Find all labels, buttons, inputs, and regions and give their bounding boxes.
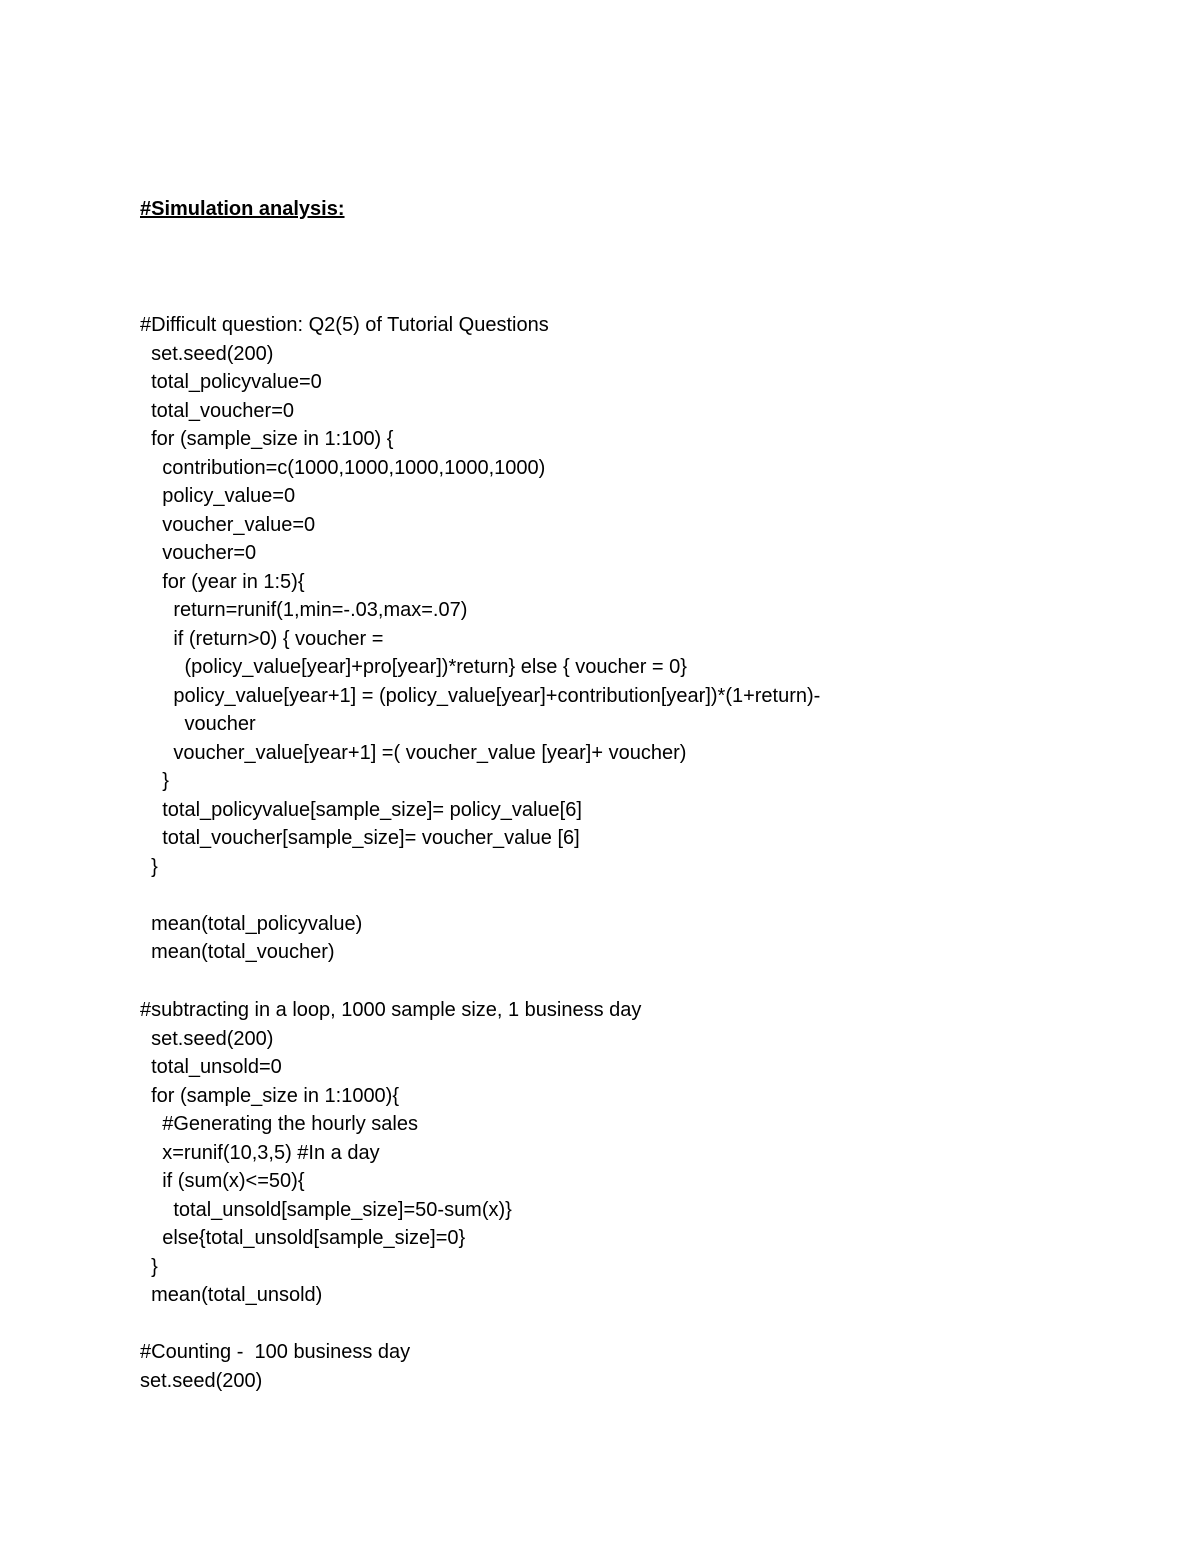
code-line: total_voucher=0 [140, 399, 294, 422]
code-line: (policy_value[year]+pro[year])*return} else { voucher = 0} [140, 656, 687, 678]
code-line: voucher_value[year+1] =( voucher_value [year]+ voucher) [140, 741, 687, 764]
code-line: return=runif(1,min=-.03,max=.07) [140, 599, 468, 621]
code-line: set.seed(200) [140, 1369, 263, 1392]
code-line: set.seed(200) [140, 1027, 274, 1050]
code-block-counting [140, 1338, 410, 1395]
code-line: } [140, 1255, 158, 1278]
code-line: if (return>0) { voucher = [140, 627, 384, 650]
code-line: #Counting - 100 business day [140, 1341, 411, 1363]
code-block-simulation-question [140, 311, 820, 967]
code-line: set.seed(200) [140, 342, 274, 365]
code-line: for (sample_size in 1:100) { [140, 428, 394, 450]
code-line: #Difficult question: Q2(5) of Tutorial Questions [140, 314, 549, 336]
code-line: mean(total_unsold) [140, 1284, 323, 1306]
code-line: total_unsold[sample_size]=50-sum(x)} [140, 1198, 512, 1221]
code-line: x=runif(10,3,5) #In a day [140, 1141, 380, 1164]
code-block-subtracting-loop [140, 996, 641, 1310]
code-line: mean(total_voucher) [140, 941, 335, 963]
code-line: for (year in 1:5){ [140, 570, 305, 593]
code-line: total_unsold=0 [140, 1056, 282, 1078]
code-line: else{total_unsold[sample_size]=0} [140, 1227, 466, 1249]
code-line: total_policyvalue[sample_size]= policy_value[6] [140, 798, 582, 821]
code-line: voucher_value=0 [140, 513, 316, 536]
code-line: voucher [140, 713, 256, 735]
section-heading: #Simulation analysis: [140, 198, 345, 220]
code-line: } [140, 855, 158, 878]
code-line: policy_value=0 [140, 485, 296, 507]
code-line: #Generating the hourly sales [140, 1113, 418, 1135]
code-line: total_voucher[sample_size]= voucher_value [6] [140, 827, 580, 849]
code-line: policy_value[year+1] = (policy_value[year]+contribution[year])*(1+return)- [140, 684, 821, 707]
code-line: #subtracting in a loop, 1000 sample size, 1 business day [140, 999, 642, 1021]
code-line: contribution=c(1000,1000,1000,1000,1000) [140, 456, 546, 479]
code-line: total_policyvalue=0 [140, 371, 322, 393]
code-line [140, 881, 820, 910]
code-line: voucher=0 [140, 542, 257, 564]
code-line: } [140, 770, 169, 792]
code-line: for (sample_size in 1:1000){ [140, 1084, 400, 1107]
code-line: mean(total_policyvalue) [140, 912, 363, 935]
code-line: if (sum(x)<=50){ [140, 1170, 305, 1192]
